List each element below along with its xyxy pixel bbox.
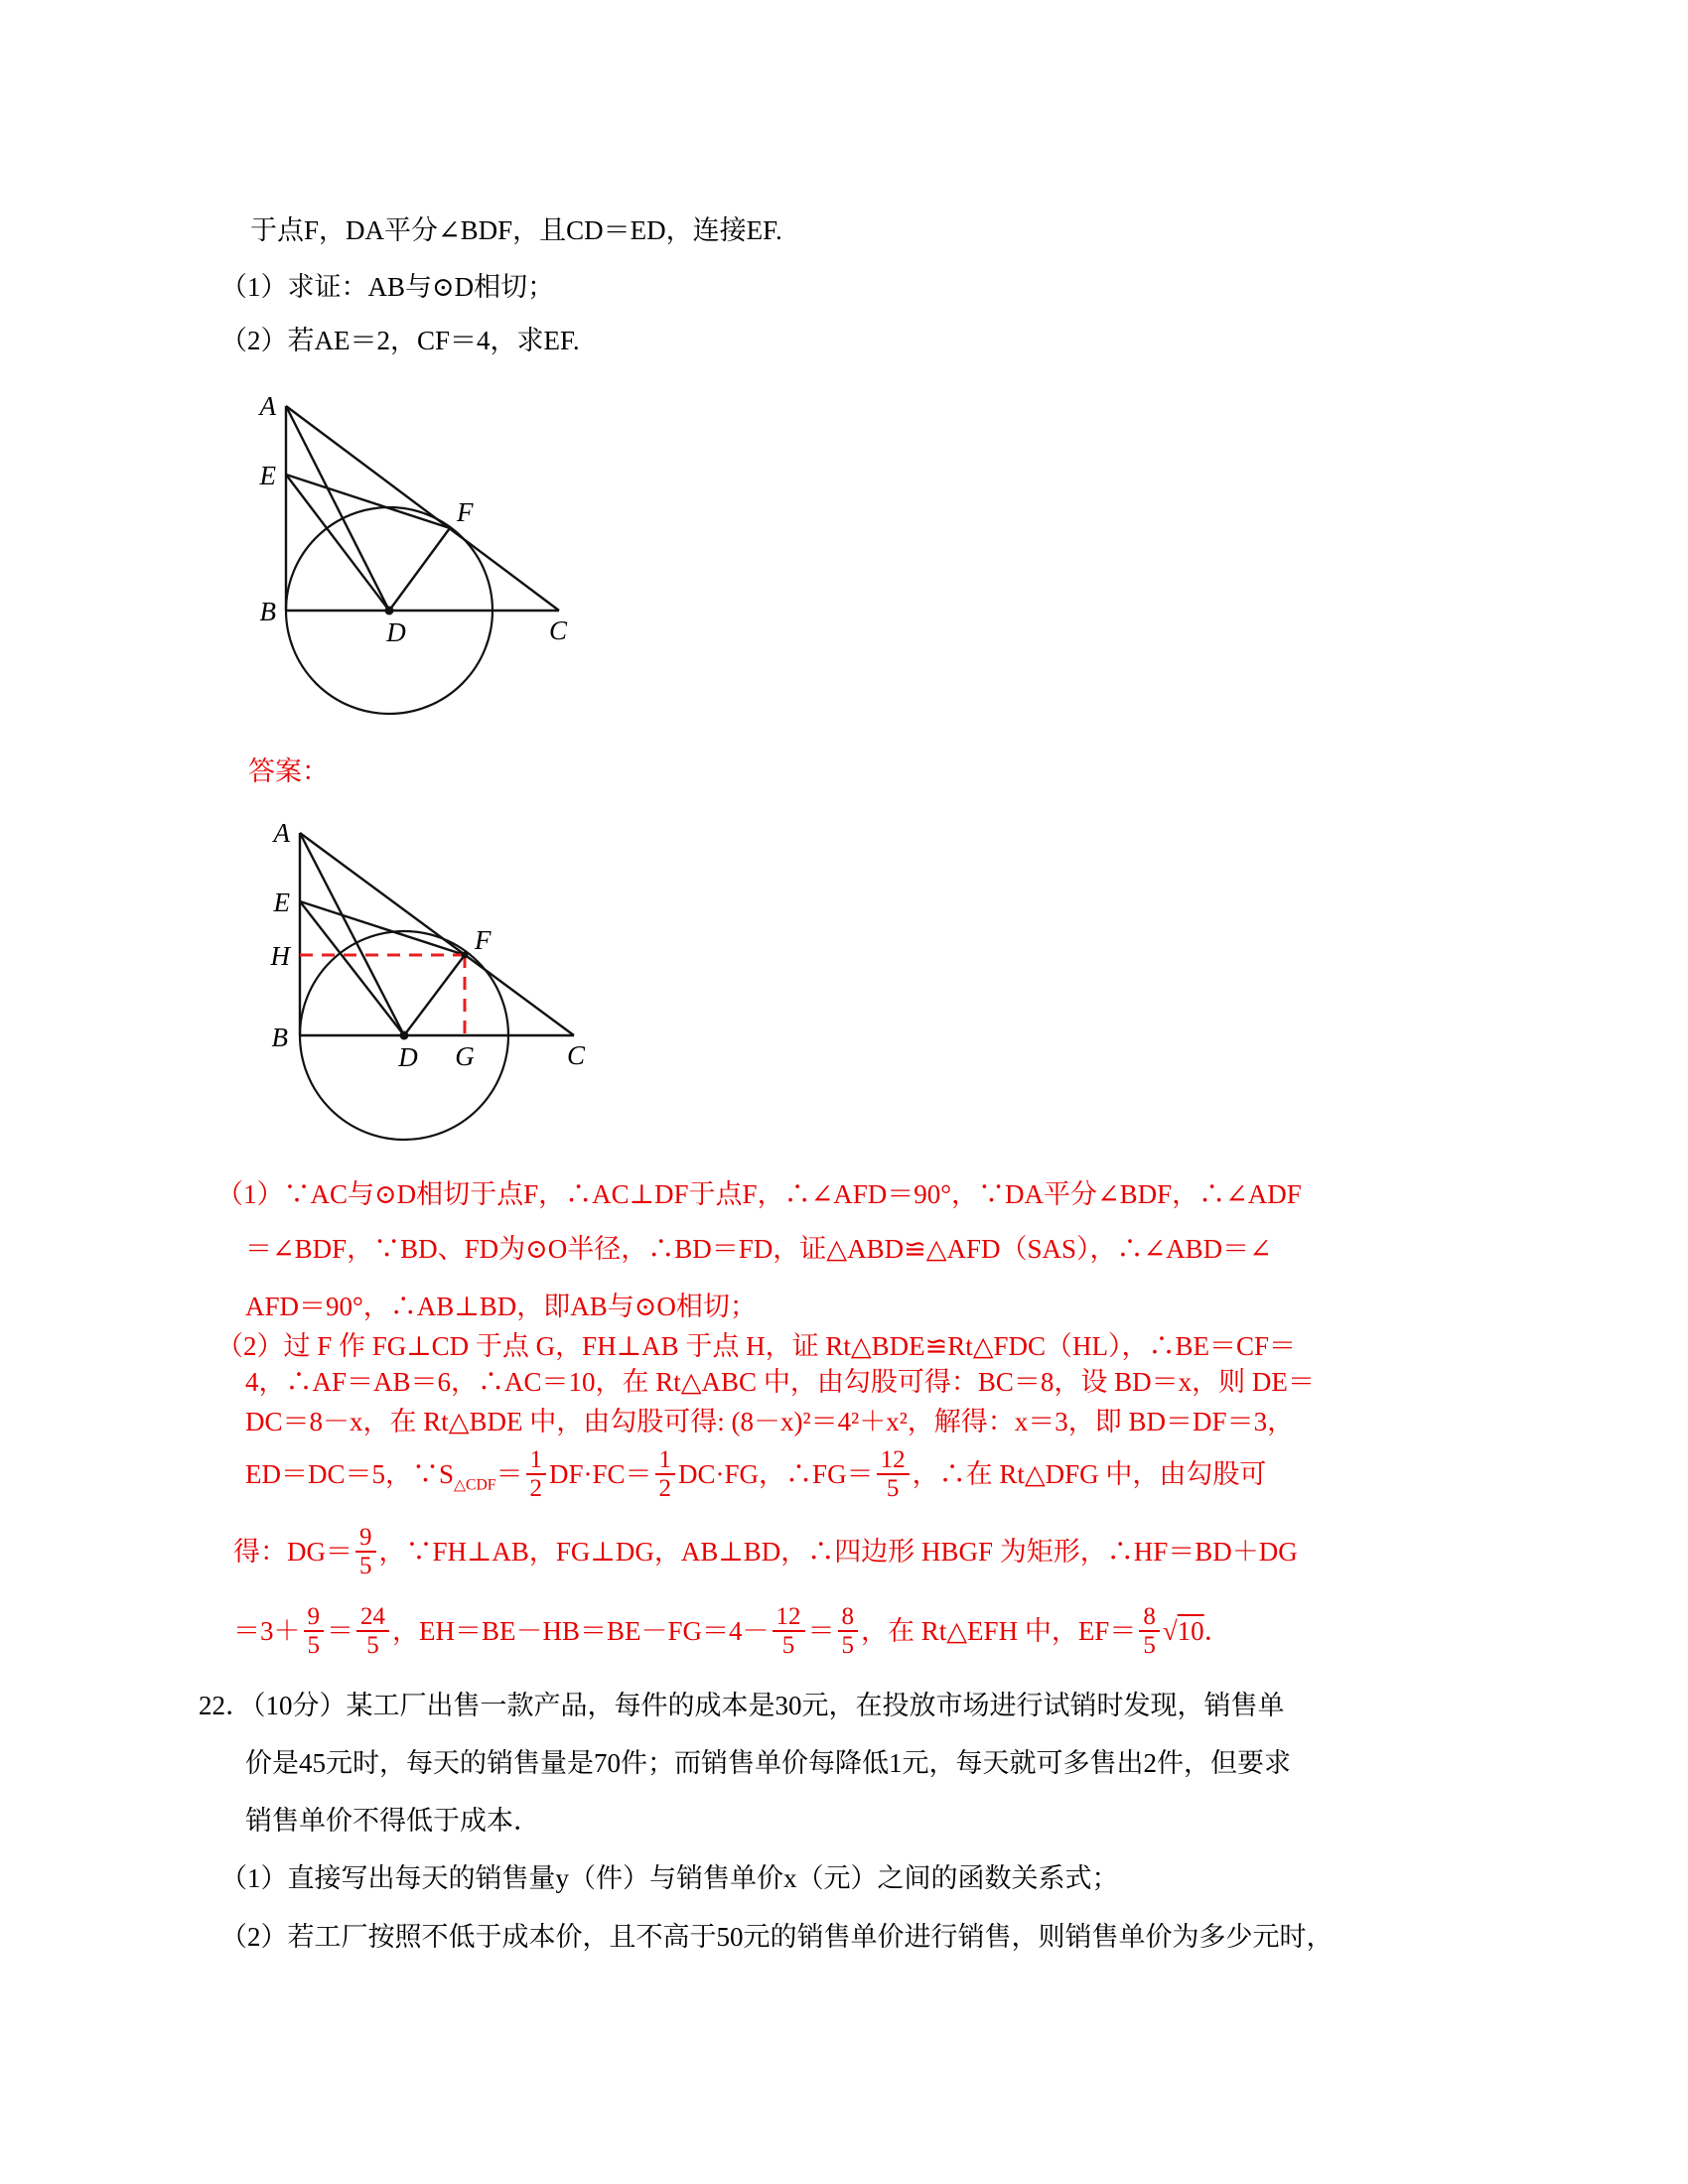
segment-ed [286,475,389,611]
point-d-dot [385,607,394,615]
point-label-g: G [455,1041,475,1071]
segment-df [389,528,450,611]
answer1-line-1: （1）∵AC与⊙D相切于点F，∴AC⊥DF于点F，∴∠AFD＝90°，∵DA平分∠BDF，∴∠ADF [216,1179,1302,1209]
point-f-dot [462,952,469,959]
segment-df [404,955,465,1035]
segment-ac [286,406,559,611]
point-label-e: E [273,887,290,917]
answer2-line-5: 得：DG＝ $\frac{9}{5}$ ，∵FH⊥AB，FG⊥DG，AB⊥BD，∴四边形 HBGF 为矩形，∴HF＝BD＋DG [233,1524,1298,1579]
answer1-line-2: ＝∠BDF，∵BD、FD为⊙O半径，∴BD＝FD，证△ABD≌△AFD（SAS），∴∠ABD＝∠ [245,1234,1272,1264]
point-label-a: A [273,818,290,848]
problem21-intro-line: 于点F，DA平分∠BDF，且CD＝ED，连接EF. [250,215,782,245]
point-label-d: D [398,1042,418,1072]
geometry-diagram-initial-svg [159,385,616,728]
answer2-line-2: 4，∴AF＝AB＝6，∴AC＝10，在 Rt△ABC 中，由勾股可得：BC＝8，设 BD＝x，则 DE＝ [245,1367,1315,1397]
point-label-a: A [259,391,276,421]
problem22-part2: （2）若工厂按照不低于成本价，且不高于50元的销售单价进行销售，则销售单价为多少元时， [220,1922,1334,1952]
geometry-diagram-initial [159,385,616,728]
problem22-line-2: 价是45元时，每天的销售量是70件；而销售单价每降低1元，每天就可多售出2件，但要求 [245,1748,1291,1778]
segment-ad [300,833,404,1035]
point-d-dot [400,1031,409,1040]
point-label-d: D [386,617,406,647]
segment-ac [300,833,574,1035]
answer2-line-1: （2）过 F 作 FG⊥CD 于点 G，FH⊥AB 于点 H，证 Rt△BDE≌Rt△FDC（HL），∴BE＝CF＝ [216,1331,1297,1361]
answer2-line-6: ＝3＋ $\frac{9}{5}$ ＝ $\frac{24}{5}$ ，EH＝BE－HB＝BE－FG＝4－ $\frac{12}{5}$ ＝ $\frac{8}{5}$ ，在 Rt△EFH 中，EF＝ $\frac{8}{5}$ √10． [233,1603,1231,1659]
problem21-part1: （1）求证：AB与⊙D相切； [220,272,555,302]
answer2-line-4: ED＝DC＝5，$\because S_{\triangle CDF}=$ $\frac{1}{2}$ DF·FC＝ $\frac{1}{2}$ DC·FG，∴FG＝ $\frac{12}{5}$ ，∴在 Rt△DFG 中，由勾股可 [245,1446,1267,1502]
answer1-line-3: AFD＝90°，∴AB⊥BD，即AB与⊙O相切； [245,1292,757,1321]
geometry-diagram-answer-svg [159,802,626,1152]
answer2-line-3: DC＝8－x，在 Rt△BDE 中，由勾股可得: (8－x)²＝4²＋x²，解得：x＝3，即 BD＝DF＝3， [245,1407,1295,1436]
point-label-b: B [271,1023,288,1052]
problem21-part2: （2）若AE＝2，CF＝4，求EF. [220,326,580,355]
segment-ed [300,901,404,1035]
point-label-b: B [259,597,276,626]
point-label-f: F [457,497,474,527]
point-label-h: H [270,941,290,971]
problem22-part1: （1）直接写出每天的销售量y（件）与销售单价x（元）之间的函数关系式； [220,1863,1119,1893]
problem22-line-3: 销售单价不得低于成本． [245,1806,540,1836]
point-label-f: F [475,925,492,955]
answer-label: 答案： [248,756,329,786]
geometry-diagram-answer [159,802,626,1152]
point-label-e: E [259,461,276,490]
point-label-c: C [548,615,568,645]
problem22-line-1: 22．（10分）某工厂出售一款产品，每件的成本是30元，在投放市场进行试销时发现，销售单 [199,1691,1285,1720]
segment-ef [300,901,465,955]
point-label-c: C [566,1040,586,1070]
segment-ef [286,475,450,528]
